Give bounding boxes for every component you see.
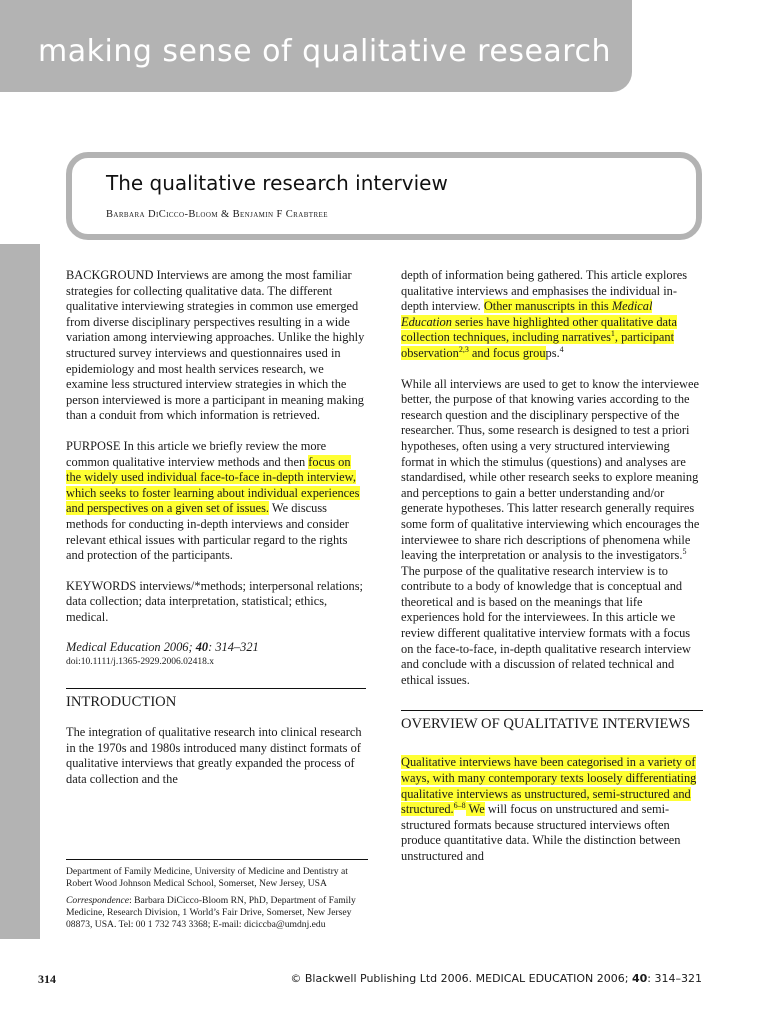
- correspondence-label: Correspondence: [66, 895, 130, 906]
- reference-marker: 2,3: [458, 344, 469, 354]
- reference-marker: 5: [682, 546, 687, 556]
- p1-hl-part: and focus grou: [468, 345, 546, 360]
- p1-hl-part: Other manuscripts in this: [483, 299, 612, 314]
- abstract-keywords: [66, 579, 366, 626]
- overview-heading: OVERVIEW OF QUALITATIVE INTERVIEWS: [401, 710, 703, 733]
- background-label: BACKGROUND: [66, 268, 154, 282]
- series-banner-title: making sense of qualitative research: [38, 34, 611, 69]
- right-column: [401, 268, 703, 865]
- correspondence-text: : Barbara DiCicco-Bloom RN, PhD, Department of Family Medicine, Research Division, 1 World’s Fair Drive, Somerset, New Jersey 08873, USA. Tel: 00 1 732 743 3368; E-mail: diciccba@umdnj.edu: [66, 895, 356, 930]
- p1-hl-part: series have highlighted other qualitative data collection techniques, including narratives: [401, 314, 677, 345]
- purpose-text-2: We discuss methods for conducting in-depth interviews and consider relevant ethical issues with particular regard to the rights and protection of the participants.: [66, 501, 349, 563]
- p3-text: will focus on unstructured and semi-structured formats because structured interviews often produce quantitative data. While the distinction between unstructured and: [401, 802, 681, 863]
- reference-marker: 1: [610, 329, 615, 339]
- introduction-text: The integration of qualitative research into clinical research in the 1970s and 1980s introduced many distinct formats of qualitative interviews that greatly expanded the process of data collection and the: [66, 725, 362, 786]
- left-column: [66, 268, 366, 787]
- p2-text-2: The purpose of the qualitative research interview is to contribute to a body of knowledge that is conceptual and theoretical and is based on the meanings that life experiences hold for the interviewees. In this article we review different qualitative interview formats with a focus on the face-to-face, in-depth qualitative research interview and conclude with a discussion of related technical and ethical issues.: [401, 563, 692, 687]
- background-text: Interviews are among the most familiar strategies for collecting qualitative data. The different qualitative interviewing strategies in common use emerged from diverse disciplinary perspectives resulting in a wide variation among interviewing approaches. Unlike the highly structured survey interviews and questionnaires used in epidemiology and most health services research, we examine less structured interview strategies in which the person interviewed is more a participant in meaning making than a conduit from which information is retrieved.: [66, 268, 365, 423]
- p1-journal-name: Medical Education: [401, 299, 653, 329]
- footer-volume: 40: [631, 972, 648, 985]
- keywords-text: interviews/*methods; interpersonal relations; data collection; data interpretation, statistical; ethics, medical.: [66, 578, 363, 624]
- reference-marker: 4: [559, 344, 564, 354]
- correspondence-note: [66, 895, 368, 931]
- abstract-background: [66, 268, 366, 424]
- copyright-text: © Blackwell Publishing Ltd 2006. MEDICAL EDUCATION 2006;: [290, 972, 632, 985]
- series-banner: [0, 0, 632, 92]
- journal-citation: [66, 640, 366, 656]
- footer-copyright: [290, 972, 702, 985]
- citation-volume: 40: [195, 640, 209, 655]
- side-decoration-bar: [0, 244, 40, 939]
- citation-journal: Medical Education: [66, 640, 161, 655]
- p1-hl-part: , participant observation: [401, 330, 675, 360]
- doi: doi:10.1111/j.1365-2929.2006.02418.x: [66, 657, 215, 668]
- right-paragraph-1: [401, 268, 703, 362]
- introduction-heading: INTRODUCTION: [66, 688, 366, 711]
- keywords-label: KEYWORDS: [66, 578, 137, 593]
- reference-marker: 6–8: [453, 801, 466, 811]
- p1-text-end: ps.: [545, 345, 560, 360]
- purpose-text-1: In this article we briefly review the more common qualitative interview methods and then: [66, 438, 327, 469]
- affiliation-note: Department of Family Medicine, University of Medicine and Dentistry at Robert Wood Johnson Medical School, Somerset, New Jersey, USA: [66, 866, 348, 889]
- purpose-highlight: focus on the widely used individual face-to-face in-depth interview, which seeks to foster learning about individual experiences and perspectives on a given set of issues.: [66, 454, 360, 516]
- title-frame: [66, 152, 702, 240]
- p2-text-1: While all interviews are used to get to know the interviewee better, the purpose of that knowing varies according to the research question and the disciplinary perspective of the researcher. Thus, some research is designed to test a priori hypotheses, often using a very structured interviewing format in which the stimulus (questions) and analyses are standardised, while other research seeks to explore meaning and perceptions to gain a better understanding and/or generate hypotheses. This latter research generally requires some form of qualitative interviewing which encourages the interviewee to share rich descriptions of phenomena while leaving the interpretation or analysis to the investigators.: [401, 376, 700, 563]
- abstract-purpose: [66, 439, 366, 564]
- page-number: 314: [38, 972, 56, 986]
- p3-highlight: Qualitative interviews have been categorised in a variety of ways, with many contemporary texts loosely differentiating qualitative interviews as unstructured, semi-structured and structured.: [401, 755, 697, 817]
- footnotes: [66, 859, 368, 931]
- purpose-label: PURPOSE: [66, 438, 121, 453]
- p1-text: depth of information being gathered. This article explores qualitative interviews and emphasises the individual in-depth interview.: [401, 268, 688, 314]
- citation-year: 2006;: [160, 640, 196, 655]
- p3-highlight-we: We: [465, 802, 485, 817]
- right-paragraph-3: [401, 755, 703, 864]
- footer-pages: : 314–321: [647, 972, 702, 985]
- article-title: The qualitative research interview: [106, 171, 448, 195]
- citation-pages: : 314–321: [208, 640, 259, 655]
- article-authors: Barbara DiCicco-Bloom & Benjamin F Crabtree: [106, 209, 328, 220]
- right-paragraph-2: [401, 377, 703, 689]
